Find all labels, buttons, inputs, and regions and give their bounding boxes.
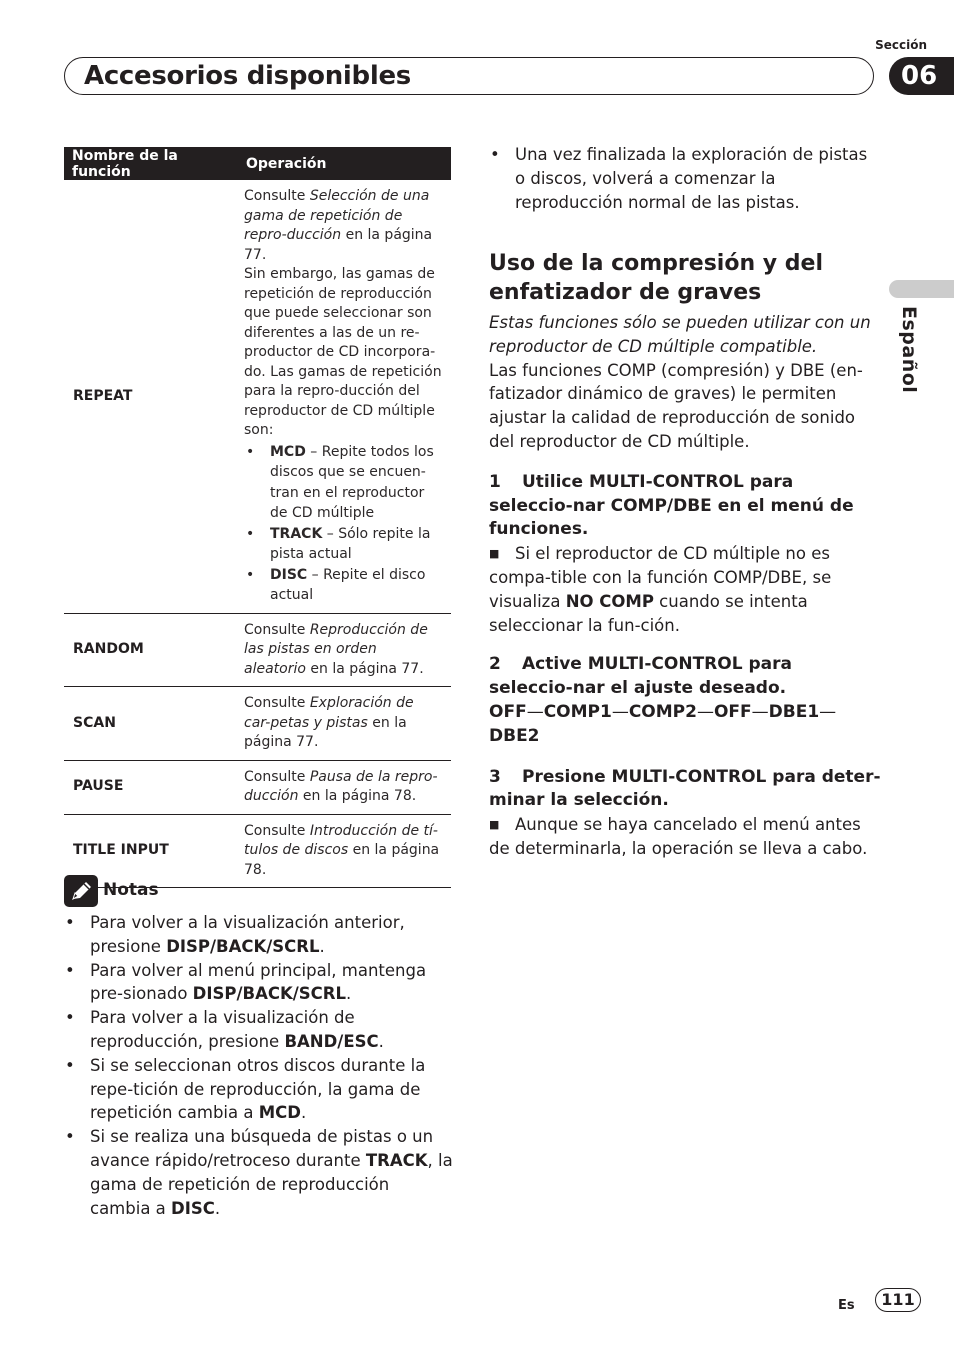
operation-text: Consulte xyxy=(244,621,310,638)
notes-title: Notas xyxy=(103,880,159,900)
footer-lang-code: Es xyxy=(838,1298,855,1313)
list-item xyxy=(244,524,443,565)
note-text: Si se seleccionan otros discos durante la repe-tición de reproducción, la gama de repetición cambia a xyxy=(90,1055,426,1123)
function-table xyxy=(64,147,451,888)
operation-text: en la página 77. xyxy=(305,660,424,677)
note-item xyxy=(64,959,454,1007)
step-number: 1 xyxy=(489,471,501,492)
note-text: . xyxy=(300,1103,307,1123)
note-key: NO COMP xyxy=(565,591,654,611)
step-1 xyxy=(489,471,881,542)
note-text: . xyxy=(378,1031,384,1051)
intro-italic-text: Estas funciones sólo se pueden utilizar con un reproductor de CD múltiple compatible. xyxy=(489,313,871,356)
setting-sequence xyxy=(489,701,881,749)
note-item xyxy=(64,1054,454,1125)
cross-reference: Selección de una gama de repetición de repro-ducción xyxy=(244,188,430,243)
range-text: – Sólo repite la pista actual xyxy=(270,525,431,562)
range-text: – Repite todos los discos que se encuen-tran en el reproductor de CD múltiple xyxy=(270,443,434,521)
operation-text: Consulte xyxy=(244,188,310,204)
note-key: TRACK xyxy=(365,1150,428,1170)
cross-reference: Reproducción de las pistas en orden aleatorio xyxy=(244,621,428,677)
operation-text: en la página 78. xyxy=(298,788,417,804)
note-text: , la gama de repetición de reproducción cambia a xyxy=(90,1150,453,1218)
intro-text: Las funciones COMP (compresión) y DBE (en-fatizador dinámico de graves) le permiten ajustar la calidad de reproducción de sonido del reproductor de CD múltiple. xyxy=(489,360,863,451)
operation-text: Sin embargo, las gamas de repetición de reproducción que puede seleccionar son diferentes a las de un re-productor de CD incorpora-do. Las gamas de repetición para la repro-ducción del reproductor de CD múltiple son: xyxy=(244,266,442,438)
note-item xyxy=(64,1125,454,1220)
step-3-note xyxy=(489,813,881,861)
range-key: TRACK xyxy=(270,525,323,542)
note-key: DISP/BACK/SCRL xyxy=(192,984,346,1004)
operation-text: Consulte xyxy=(244,695,310,711)
range-key: DISC xyxy=(270,566,308,583)
note-key: DISC xyxy=(171,1198,215,1218)
table-row-repeat xyxy=(64,180,451,613)
section-label: Sección xyxy=(875,38,927,52)
list-item xyxy=(244,442,443,524)
step-text: Presione MULTI-CONTROL para deter-minar la selección. xyxy=(489,766,881,811)
function-operation xyxy=(244,687,451,761)
note-text: . xyxy=(214,1198,221,1218)
step-1-note xyxy=(489,542,881,637)
note-item xyxy=(64,1006,454,1054)
range-key: MCD xyxy=(270,443,306,460)
note-text: cuando se intenta seleccionar la fun-ción. xyxy=(489,591,808,635)
sequence-dash: — xyxy=(526,701,544,722)
operation-text: en la página 77. xyxy=(244,714,407,750)
operation-text: Consulte xyxy=(244,768,310,785)
step-number: 3 xyxy=(489,766,501,787)
square-bullet-icon: ■ xyxy=(489,818,500,832)
note-text: Si el reproductor de CD múltiple no es compa-tible con la función COMP/DBE, se visualiza xyxy=(489,544,832,611)
note-key: MCD xyxy=(258,1103,301,1123)
step-2 xyxy=(489,653,881,701)
section-number-badge: 06 xyxy=(889,57,954,95)
square-bullet-icon: ■ xyxy=(489,547,500,561)
sequence-item: DBE1 xyxy=(768,701,820,722)
section-body xyxy=(489,311,881,861)
table-row-pause xyxy=(64,760,451,814)
column-header-operation: Operación xyxy=(244,147,451,180)
note-key: BAND/ESC xyxy=(284,1031,379,1051)
language-tab-label: Español xyxy=(898,306,920,394)
sequence-dash: — xyxy=(751,701,769,722)
sequence-item: OFF xyxy=(713,701,752,722)
operation-text: en la página 77. xyxy=(244,227,433,263)
column-header-name: Nombre de la función xyxy=(64,147,244,180)
note-text: Para volver a la visualización de reproducción, presione xyxy=(90,1008,355,1051)
list-item xyxy=(244,565,443,606)
operation-text: en la página 78. xyxy=(244,842,440,878)
language-tab-marker xyxy=(889,280,954,298)
note-text: Para volver a la visualización anterior, presione xyxy=(90,913,405,956)
sequence-item: DBE2 xyxy=(489,725,540,746)
note-text: . xyxy=(346,984,352,1004)
intro-italic xyxy=(489,311,881,359)
note-key: DISP/BACK/SCRL xyxy=(166,936,320,956)
cross-reference: Exploración de car-petas y pistas xyxy=(244,695,414,731)
step-text: Utilice MULTI-CONTROL para seleccio-nar COMP/DBE en el menú de funciones. xyxy=(489,471,854,540)
cross-reference: Pausa de la repro-ducción xyxy=(244,768,438,804)
function-operation xyxy=(244,760,451,814)
sequence-item: COMP2 xyxy=(628,701,697,722)
function-name: PAUSE xyxy=(64,760,244,814)
table-row-scan xyxy=(64,687,451,761)
cross-reference: Introducción de tí-tulos de discos xyxy=(244,822,438,858)
step-3 xyxy=(489,766,881,814)
function-operation xyxy=(244,814,451,888)
pencil-icon xyxy=(64,875,98,907)
function-name: REPEAT xyxy=(64,180,244,613)
notes-list xyxy=(64,911,454,1220)
sequence-dash: — xyxy=(819,701,837,722)
function-name: RANDOM xyxy=(64,613,244,687)
note-text: Si se realiza una búsqueda de pistas o un avance rápido/retroceso durante xyxy=(90,1127,434,1170)
note-item xyxy=(64,911,454,959)
table-header-row xyxy=(64,147,451,180)
operation-text: Consulte xyxy=(244,822,310,839)
section-heading: Uso de la compresión y del enfatizador de graves xyxy=(489,251,823,305)
scan-info-bullet xyxy=(489,143,881,214)
function-operation xyxy=(244,613,451,687)
range-text: – Repite el disco actual xyxy=(270,566,426,603)
step-number: 2 xyxy=(489,654,501,675)
note-text: . xyxy=(319,936,325,956)
sequence-dash: — xyxy=(696,701,714,722)
table-row-title-input xyxy=(64,814,451,888)
list-item: • Una vez finalizada la exploración de pistas o discos, volverá a comenzar la reproducción normal de las pistas. xyxy=(489,143,881,214)
sequence-item: OFF xyxy=(489,701,527,722)
sequence-item: COMP1 xyxy=(543,701,612,722)
function-name: SCAN xyxy=(64,687,244,761)
page-number: 111 xyxy=(875,1288,921,1312)
table-row-random xyxy=(64,613,451,687)
page-title: Accesorios disponibles xyxy=(84,61,411,91)
repeat-range-list xyxy=(244,442,443,606)
function-operation xyxy=(244,180,451,613)
sequence-dash: — xyxy=(611,701,629,722)
note-text: Aunque se haya cancelado el menú antes de determinarla, la operación se lleva a cabo. xyxy=(489,815,868,858)
note-text: Para volver al menú principal, mantenga pre-sionado xyxy=(90,960,427,1004)
function-name: TITLE INPUT xyxy=(64,814,244,888)
step-text: Active MULTI-CONTROL para seleccio-nar el ajuste deseado. xyxy=(489,654,792,699)
